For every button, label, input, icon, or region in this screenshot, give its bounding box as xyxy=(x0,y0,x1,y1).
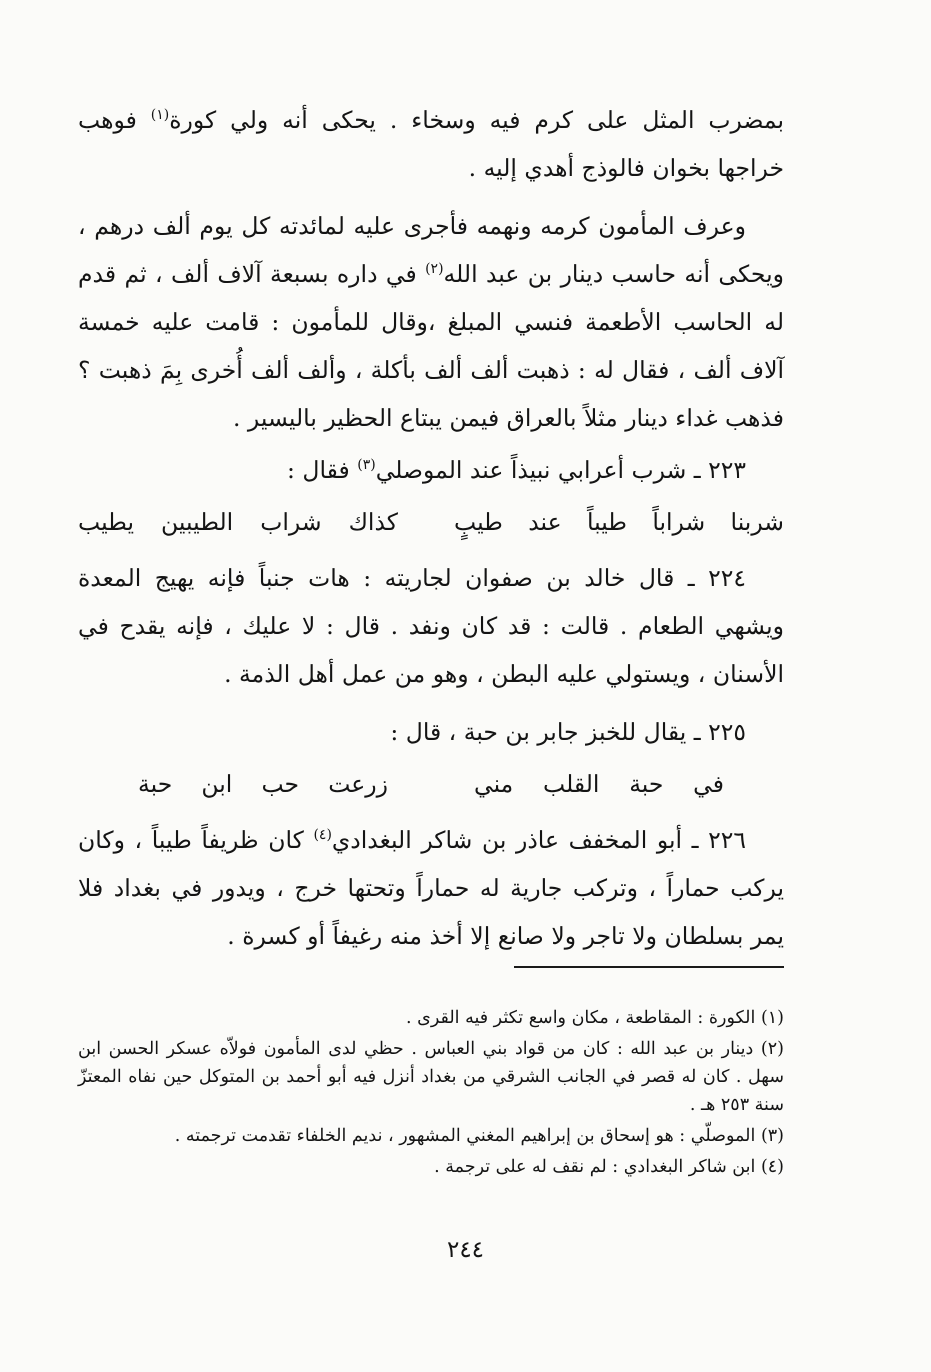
footnote-2-text: دينار بن عبد الله : كان من قواد بني العباس . حظي لدى المأمون فولاّه عسكر الحسن ابن سهل . كان له قصر في الجانب الشرقي من بغداد أنزل فيه أبو أحمد بن المتوكل حين نفاه المعتزّ سنة ٢٥٣ هـ . xyxy=(78,1039,784,1115)
footnote-3-number: (٣) xyxy=(760,1126,784,1146)
footnote-3-text: الموصلّي : هو إسحاق بن إبراهيم المغني المشهور ، نديم الخلفاء تقدمت ترجمته . xyxy=(174,1126,756,1146)
paragraph-2-text-b: في داره بسبعة آلاف ألف ، ثم قدم له الحاسب الأطعمة فنسي المبلغ ،وقال للمأمون : قامت عليه خمسة آلاف ألف ، فقال له : ذهبت ألف ألف بأكلة ، وألف ألف أُخرى بِمَ ذهبت ؟ فذهب غداء دينار مثلاً بالعراق فيمن يبتاع الحظير باليسير . xyxy=(78,260,784,432)
footnote-4 xyxy=(78,1153,784,1181)
paragraph-223-text-a: ٢٢٣ ـ شرب أعرابي نبيذاً عند الموصلي xyxy=(375,456,746,484)
footnote-1-text: الكورة : المقاطعة ، مكان واسع تكثر فيه القرى . xyxy=(406,1008,756,1028)
footnote-ref-3[interactable]: (٣) xyxy=(357,457,376,474)
footnote-1-number: (١) xyxy=(760,1008,784,1028)
footnote-2 xyxy=(78,1035,784,1119)
paragraph-1 xyxy=(78,96,784,192)
verse-1-second-hemistich: كذاك شراب الطيبين يطيب xyxy=(78,508,398,536)
verse-2 xyxy=(78,760,784,808)
footnote-ref-4[interactable]: (٤) xyxy=(313,827,332,844)
footnote-4-text: ابن شاكر البغدادي : لم نقف له على ترجمة . xyxy=(434,1157,756,1177)
paragraph-2 xyxy=(78,202,784,442)
verse-2-second-hemistich: زرعت حب ابن حبة xyxy=(138,770,388,798)
verse-2-first-hemistich: في حبة القلب مني xyxy=(474,770,724,798)
paragraph-1-text-a: بمضرب المثل على كرم فيه وسخاء . يحكى أنه ولي كورة xyxy=(169,106,784,134)
footnote-ref-1[interactable]: (١) xyxy=(150,107,170,124)
paragraph-226-text-b: كان ظريفاً طيباً ، وكان يركب حماراً ، وتركب جارية له حماراً وتحتها خرج ، ويدور في بغداد فلا يمر بسلطان ولا تاجر ولا صانع إلا أخذ منه رغيفاً أو كسرة . xyxy=(78,826,784,950)
verse-1-first-hemistich: شربنا شراباً طيباً عند طيبٍ xyxy=(454,508,784,536)
footnote-2-number: (٢) xyxy=(760,1039,784,1059)
paragraph-224: ٢٢٤ ـ قال خالد بن صفوان لجاريته : هات جنباً فإنه يهيج المعدة ويشهي الطعام . قالت : قد كان ونفد . قال : لا عليك ، فإنه يقدح في الأسنان ، ويستولي عليه البطن ، وهو من عمل أهل الذمة . xyxy=(78,564,784,688)
main-text xyxy=(78,96,784,960)
paragraph-226 xyxy=(78,816,784,960)
paragraph-226-text-a: ٢٢٦ ـ أبو المخفف عاذر بن شاكر البغدادي xyxy=(331,826,746,854)
page-number: ٢٤٤ xyxy=(446,1237,485,1263)
footnote-4-number: (٤) xyxy=(760,1157,784,1177)
paragraph-223-text-b: فقال : xyxy=(287,456,358,484)
paragraph-225: ٢٢٥ ـ يقال للخبز جابر بن حبة ، قال : xyxy=(390,718,746,746)
verse-1 xyxy=(78,498,784,546)
footnote-ref-2[interactable]: (٢) xyxy=(425,261,444,278)
footnote-1 xyxy=(78,1004,784,1032)
paragraph-2-text-a: وعرف المأمون كرمه ونهمه فأجرى عليه لمائدته كل يوم ألف درهم ، ويحكى أنه حاسب دينار بن عبد الله xyxy=(78,212,784,288)
paragraph-223 xyxy=(78,446,784,494)
paragraph-1-text-b: فوهب خراجها بخوان فالوذج أهدي إليه . xyxy=(78,106,784,182)
footnotes xyxy=(78,1004,784,1184)
footnote-3 xyxy=(78,1122,784,1150)
footnote-separator xyxy=(514,966,784,968)
